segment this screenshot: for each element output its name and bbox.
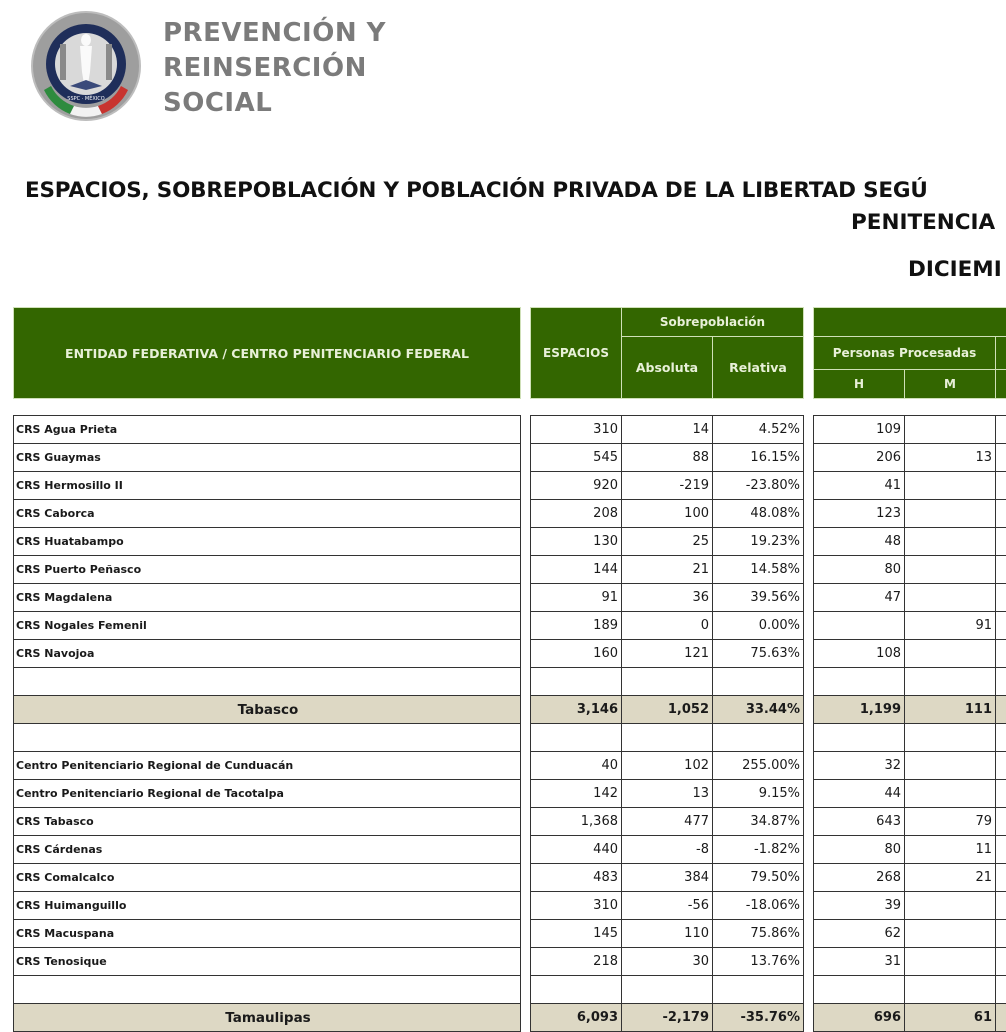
blank-row-name-cell bbox=[13, 723, 521, 752]
total-row-relativa-cell: 33.44% bbox=[712, 695, 804, 724]
total-row-m-cell: 111 bbox=[904, 695, 996, 724]
table-row-m-cell bbox=[904, 947, 996, 976]
table-row-overflow-cell bbox=[995, 835, 1006, 864]
table-row-absoluta-cell: 13 bbox=[621, 779, 713, 808]
table-row-espacios-cell: 208 bbox=[530, 499, 622, 528]
table-row-overflow-cell bbox=[995, 863, 1006, 892]
table-row-overflow-cell bbox=[995, 947, 1006, 976]
table-row-name-cell: CRS Caborca bbox=[13, 499, 521, 528]
table-row-absoluta-cell: 30 bbox=[621, 947, 713, 976]
table-row-espacios-cell: 310 bbox=[530, 415, 622, 444]
header-next-group bbox=[995, 336, 1006, 370]
table-row-h-cell: 109 bbox=[813, 415, 905, 444]
table-row-overflow-cell bbox=[995, 527, 1006, 556]
table-row-espacios-cell: 145 bbox=[530, 919, 622, 948]
table-row-m-cell bbox=[904, 639, 996, 668]
table-row-overflow-cell bbox=[995, 639, 1006, 668]
sspc-seal-icon bbox=[30, 10, 142, 122]
blank-row-name-cell bbox=[13, 667, 521, 696]
table-row-relativa-cell: 14.58% bbox=[712, 555, 804, 584]
blank-row-m-cell bbox=[904, 975, 996, 1004]
table-row-name-cell: CRS Navojoa bbox=[13, 639, 521, 668]
table-row-h-cell: 268 bbox=[813, 863, 905, 892]
table-row-name-cell: CRS Macuspana bbox=[13, 919, 521, 948]
blank-row-absoluta-cell bbox=[621, 667, 713, 696]
brand-line-3: SOCIAL bbox=[163, 88, 273, 118]
table-row-espacios-cell: 483 bbox=[530, 863, 622, 892]
total-row-absoluta-cell: 1,052 bbox=[621, 695, 713, 724]
table-row-h-cell: 48 bbox=[813, 527, 905, 556]
header-next-sub bbox=[995, 369, 1006, 399]
table-row-overflow-cell bbox=[995, 751, 1006, 780]
total-row-name-cell: Tamaulipas bbox=[13, 1003, 521, 1032]
table-row-m-cell bbox=[904, 891, 996, 920]
table-row-overflow-cell bbox=[995, 919, 1006, 948]
table-row-overflow-cell bbox=[995, 471, 1006, 500]
table-row-h-cell: 80 bbox=[813, 835, 905, 864]
table-row-absoluta-cell: 14 bbox=[621, 415, 713, 444]
blank-row-absoluta-cell bbox=[621, 723, 713, 752]
header-absoluta: Absoluta bbox=[621, 336, 713, 399]
table-row-h-cell: 62 bbox=[813, 919, 905, 948]
table-row-relativa-cell: -18.06% bbox=[712, 891, 804, 920]
table-row-m-cell: 21 bbox=[904, 863, 996, 892]
table-row-name-cell: CRS Agua Prieta bbox=[13, 415, 521, 444]
blank-row-m-cell bbox=[904, 667, 996, 696]
table-row-overflow-cell bbox=[995, 443, 1006, 472]
table-row-espacios-cell: 218 bbox=[530, 947, 622, 976]
table-row-overflow-cell bbox=[995, 1003, 1006, 1032]
table-row-absoluta-cell: -56 bbox=[621, 891, 713, 920]
table-row-relativa-cell: 39.56% bbox=[712, 583, 804, 612]
table-row-espacios-cell: 142 bbox=[530, 779, 622, 808]
table-row-relativa-cell: 4.52% bbox=[712, 415, 804, 444]
table-row-overflow-cell bbox=[995, 415, 1006, 444]
table-row-absoluta-cell: 384 bbox=[621, 863, 713, 892]
table-row-name-cell: CRS Huimanguillo bbox=[13, 891, 521, 920]
table-row-m-cell: 91 bbox=[904, 611, 996, 640]
table-row-m-cell bbox=[904, 471, 996, 500]
svg-text:SSPC · MÉXICO: SSPC · MÉXICO bbox=[67, 96, 105, 102]
total-row-m-cell: 61 bbox=[904, 1003, 996, 1032]
table-row-m-cell: 79 bbox=[904, 807, 996, 836]
table-row-h-cell: 39 bbox=[813, 891, 905, 920]
blank-row-m-cell bbox=[904, 723, 996, 752]
blank-row-espacios-cell bbox=[530, 975, 622, 1004]
table-row-name-cell: Centro Penitenciario Regional de Cunduacán bbox=[13, 751, 521, 780]
table-row-name-cell: CRS Nogales Femenil bbox=[13, 611, 521, 640]
table-row-relativa-cell: 48.08% bbox=[712, 499, 804, 528]
table-row-h-cell: 32 bbox=[813, 751, 905, 780]
table-row-espacios-cell: 160 bbox=[530, 639, 622, 668]
total-row-name-cell: Tabasco bbox=[13, 695, 521, 724]
header-personas-procesadas: Personas Procesadas bbox=[813, 336, 996, 370]
table-row-h-cell: 31 bbox=[813, 947, 905, 976]
table-row-overflow-cell bbox=[995, 611, 1006, 640]
header-h: H bbox=[813, 369, 905, 399]
table-row-overflow-cell bbox=[995, 807, 1006, 836]
table-row-overflow-cell bbox=[995, 555, 1006, 584]
table-row-absoluta-cell: 100 bbox=[621, 499, 713, 528]
table-row-relativa-cell: 13.76% bbox=[712, 947, 804, 976]
header-relativa: Relativa bbox=[712, 336, 804, 399]
table-row-overflow-cell bbox=[995, 779, 1006, 808]
table-row-absoluta-cell: 110 bbox=[621, 919, 713, 948]
brand-title bbox=[163, 16, 386, 121]
table-row-absoluta-cell: 36 bbox=[621, 583, 713, 612]
table-row-name-cell: CRS Puerto Peñasco bbox=[13, 555, 521, 584]
table-row-h-cell: 123 bbox=[813, 499, 905, 528]
table-row-overflow-cell bbox=[995, 891, 1006, 920]
table-row-m-cell bbox=[904, 583, 996, 612]
table-row-absoluta-cell: 121 bbox=[621, 639, 713, 668]
table-row-espacios-cell: 130 bbox=[530, 527, 622, 556]
table-row-m-cell bbox=[904, 751, 996, 780]
blank-row-h-cell bbox=[813, 667, 905, 696]
table-row-h-cell: 206 bbox=[813, 443, 905, 472]
total-row-h-cell: 696 bbox=[813, 1003, 905, 1032]
table-row-m-cell bbox=[904, 919, 996, 948]
blank-row-name-cell bbox=[13, 975, 521, 1004]
table-row-m-cell bbox=[904, 499, 996, 528]
table-row-h-cell: 80 bbox=[813, 555, 905, 584]
blank-row-espacios-cell bbox=[530, 667, 622, 696]
table-row-overflow-cell bbox=[995, 583, 1006, 612]
header-sobrepoblacion: Sobrepoblación bbox=[621, 307, 804, 337]
table-row-name-cell: CRS Cárdenas bbox=[13, 835, 521, 864]
table-row-name-cell: CRS Guaymas bbox=[13, 443, 521, 472]
table-row-absoluta-cell: 25 bbox=[621, 527, 713, 556]
table-row-relativa-cell: 0.00% bbox=[712, 611, 804, 640]
table-row-espacios-cell: 1,368 bbox=[530, 807, 622, 836]
header-poblacion-group bbox=[813, 307, 1006, 337]
table-row-name-cell: CRS Magdalena bbox=[13, 583, 521, 612]
table-row-name-cell: Centro Penitenciario Regional de Tacotalpa bbox=[13, 779, 521, 808]
table-row-espacios-cell: 440 bbox=[530, 835, 622, 864]
table-row-espacios-cell: 91 bbox=[530, 583, 622, 612]
table-row-absoluta-cell: -219 bbox=[621, 471, 713, 500]
blank-row-relativa-cell bbox=[712, 667, 804, 696]
table-row-h-cell: 643 bbox=[813, 807, 905, 836]
table-row-h-cell: 47 bbox=[813, 583, 905, 612]
header-m: M bbox=[904, 369, 996, 399]
table-row-absoluta-cell: -8 bbox=[621, 835, 713, 864]
table-row-h-cell: 44 bbox=[813, 779, 905, 808]
table-row-absoluta-cell: 88 bbox=[621, 443, 713, 472]
table-row-h-cell: 108 bbox=[813, 639, 905, 668]
table-row-absoluta-cell: 21 bbox=[621, 555, 713, 584]
table-row-relativa-cell: 9.15% bbox=[712, 779, 804, 808]
table-row-espacios-cell: 144 bbox=[530, 555, 622, 584]
table-row-relativa-cell: 75.86% bbox=[712, 919, 804, 948]
table-row-overflow-cell bbox=[995, 975, 1006, 1004]
table-row-espacios-cell: 920 bbox=[530, 471, 622, 500]
report-title-line-2: PENITENCIA bbox=[851, 210, 996, 235]
table-row-m-cell: 13 bbox=[904, 443, 996, 472]
blank-row-h-cell bbox=[813, 975, 905, 1004]
table-row-espacios-cell: 545 bbox=[530, 443, 622, 472]
total-row-espacios-cell: 3,146 bbox=[530, 695, 622, 724]
table-row-overflow-cell bbox=[995, 499, 1006, 528]
table-row-name-cell: CRS Tabasco bbox=[13, 807, 521, 836]
table-row-m-cell bbox=[904, 555, 996, 584]
table-row-h-cell: 41 bbox=[813, 471, 905, 500]
header-espacios: ESPACIOS bbox=[530, 307, 622, 399]
brand-line-2: REINSERCIÓN bbox=[163, 53, 367, 83]
table-row-espacios-cell: 40 bbox=[530, 751, 622, 780]
table-row-overflow-cell bbox=[995, 667, 1006, 696]
table-row-relativa-cell: 255.00% bbox=[712, 751, 804, 780]
table-row-relativa-cell: 79.50% bbox=[712, 863, 804, 892]
table-row-relativa-cell: 16.15% bbox=[712, 443, 804, 472]
sspc-seal-logo bbox=[30, 10, 142, 122]
table-row-m-cell bbox=[904, 779, 996, 808]
table-row-espacios-cell: 189 bbox=[530, 611, 622, 640]
table-row-overflow-cell bbox=[995, 723, 1006, 752]
table-row-relativa-cell: -1.82% bbox=[712, 835, 804, 864]
blank-row-h-cell bbox=[813, 723, 905, 752]
table-row-name-cell: CRS Hermosillo II bbox=[13, 471, 521, 500]
table-row-name-cell: CRS Comalcalco bbox=[13, 863, 521, 892]
blank-row-espacios-cell bbox=[530, 723, 622, 752]
brand-line-1: PREVENCIÓN Y bbox=[163, 18, 386, 48]
table-row-m-cell: 11 bbox=[904, 835, 996, 864]
table-row-absoluta-cell: 477 bbox=[621, 807, 713, 836]
table-row-overflow-cell bbox=[995, 695, 1006, 724]
table-row-relativa-cell: 34.87% bbox=[712, 807, 804, 836]
table-row-absoluta-cell: 102 bbox=[621, 751, 713, 780]
report-title-line-1: ESPACIOS, SOBREPOBLACIÓN Y POBLACIÓN PRIVADA DE LA LIBERTAD SEGÚ bbox=[25, 178, 928, 203]
blank-row-relativa-cell bbox=[712, 975, 804, 1004]
total-row-relativa-cell: -35.76% bbox=[712, 1003, 804, 1032]
table-row-h-cell bbox=[813, 611, 905, 640]
table-row-relativa-cell: -23.80% bbox=[712, 471, 804, 500]
table-row-name-cell: CRS Huatabampo bbox=[13, 527, 521, 556]
total-row-espacios-cell: 6,093 bbox=[530, 1003, 622, 1032]
total-row-absoluta-cell: -2,179 bbox=[621, 1003, 713, 1032]
table-row-relativa-cell: 75.63% bbox=[712, 639, 804, 668]
table-row-relativa-cell: 19.23% bbox=[712, 527, 804, 556]
table-row-absoluta-cell: 0 bbox=[621, 611, 713, 640]
blank-row-absoluta-cell bbox=[621, 975, 713, 1004]
table-row-m-cell bbox=[904, 527, 996, 556]
table-row-m-cell bbox=[904, 415, 996, 444]
report-period: DICIEMI bbox=[908, 257, 1002, 282]
blank-row-relativa-cell bbox=[712, 723, 804, 752]
table-row-name-cell: CRS Tenosique bbox=[13, 947, 521, 976]
table-row-espacios-cell: 310 bbox=[530, 891, 622, 920]
total-row-h-cell: 1,199 bbox=[813, 695, 905, 724]
header-entity: ENTIDAD FEDERATIVA / CENTRO PENITENCIARIO FEDERAL bbox=[13, 307, 521, 399]
